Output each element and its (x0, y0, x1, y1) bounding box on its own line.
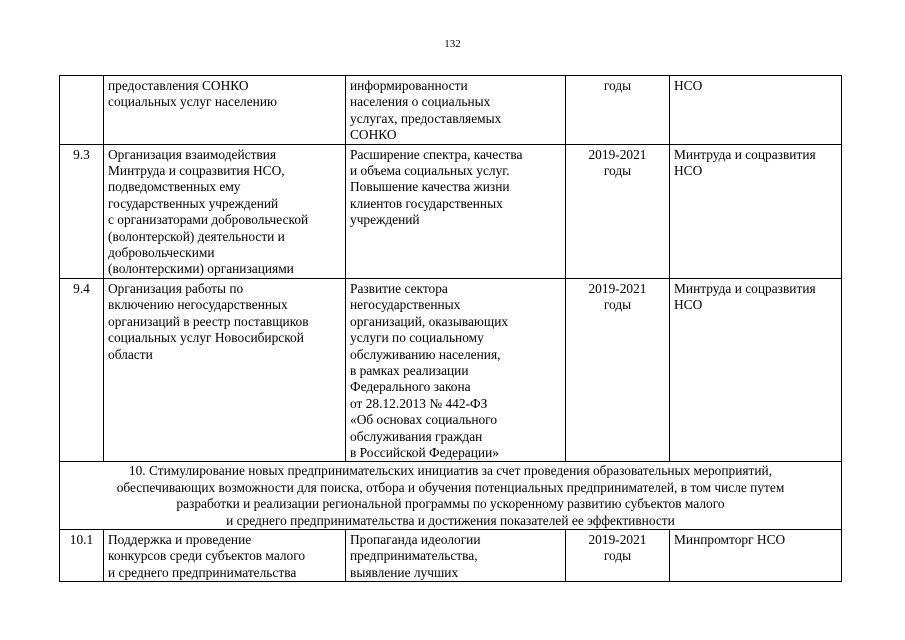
measure-cell: Организация взаимодействия Минтруда и соцразвития НСО, подведомственных ему государственных учреждений с организаторами добровольческой (волонтерской) деятельности и добровольческими (волонтерскими) организациями (104, 144, 346, 278)
section-heading: 10. Стимулирование новых предпринимательских инициатив за счет проведения образовательных мероприятий, обеспечивающих возможности для поиска, отбора и обучения потенциальных предпринимателей, в том числе путем разработки и реализации региональной программы по ускоренному развитию субъектов малого и среднего предпринимательства и достижения показателей ее эффективности (60, 462, 842, 530)
measure-cell: Поддержка и проведение конкурсов среди субъектов малого и среднего предпринимательства (104, 529, 346, 581)
row-number: 10.1 (60, 529, 104, 581)
executor-cell: НСО (670, 76, 842, 145)
measure-cell: предоставления СОНКО социальных услуг населению (104, 76, 346, 145)
result-cell: Расширение спектра, качества и объема социальных услуг. Повышение качества жизни клиентов государственных учреждений (346, 144, 566, 278)
measure-cell: Организация работы по включению негосударственных организаций в реестр поставщиков социальных услуг Новосибирской области (104, 278, 346, 461)
executor-cell: Минпромторг НСО (670, 529, 842, 581)
table-row (60, 144, 842, 278)
row-number (60, 76, 104, 145)
table-row (60, 278, 842, 461)
term-cell: 2019-2021 годы (566, 144, 670, 278)
term-cell: годы (566, 76, 670, 145)
measures-table (59, 75, 842, 582)
executor-cell: Минтруда и соцразвития НСО (670, 144, 842, 278)
page-number: 132 (444, 38, 461, 50)
table-row (60, 76, 842, 145)
result-cell: информированности населения о социальных услугах, предоставляемых СОНКО (346, 76, 566, 145)
table-row (60, 529, 842, 581)
executor-cell: Минтруда и соцразвития НСО (670, 278, 842, 461)
section-heading-row (60, 462, 842, 530)
term-cell: 2019-2021 годы (566, 278, 670, 461)
result-cell: Развитие сектора негосударственных организаций, оказывающих услуги по социальному обслуживанию населения, в рамках реализации Федерального закона от 28.12.2013 № 442-ФЗ «Об основах социального обслуживания граждан в Российской Федерации» (346, 278, 566, 461)
row-number: 9.3 (60, 144, 104, 278)
result-cell: Пропаганда идеологии предпринимательства, выявление лучших (346, 529, 566, 581)
row-number: 9.4 (60, 278, 104, 461)
term-cell: 2019-2021 годы (566, 529, 670, 581)
